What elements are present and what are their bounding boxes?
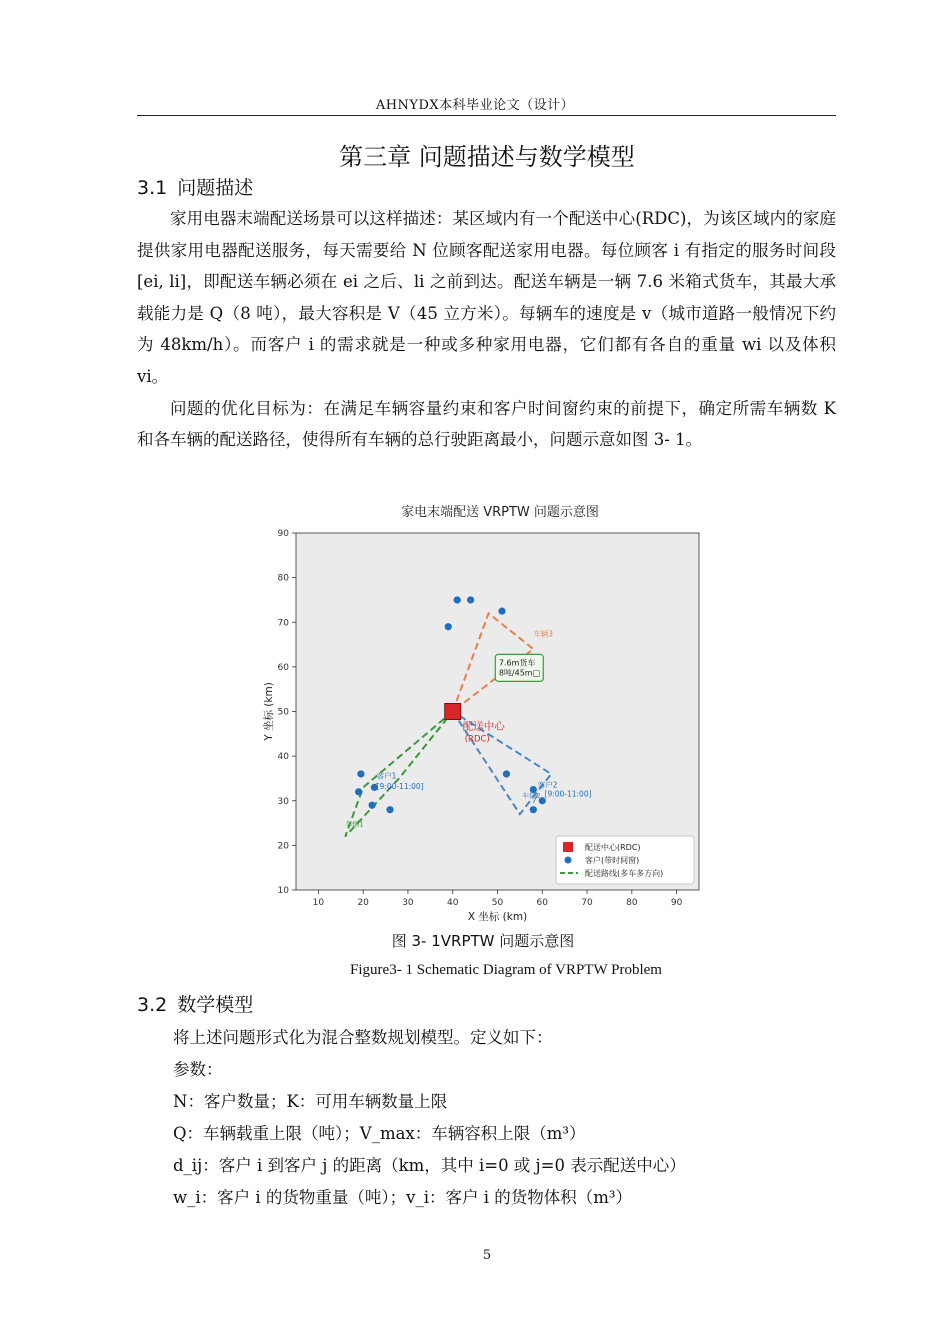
model-line: N：客户数量；K：可用车辆数量上限 <box>173 1092 448 1111</box>
header-rule <box>137 115 836 116</box>
model-line: 将上述问题形式化为混合整数规划模型。定义如下： <box>173 1028 553 1047</box>
vrptw-figure <box>250 496 700 926</box>
running-header: AHNYDX本科毕业论文（设计） <box>375 98 575 113</box>
paragraph: 家用电器末端配送场景可以这样描述：某区域内有一个配送中心(RDC)，为该区域内的家庭提供家用电器配送服务，每天需要给 N 位顾客配送家用电器。每位顾客 i 有指定的服务时间段[ei, li]，即配送车辆必须在 ei 之后、li 之前到达。配送车辆是一辆 7.6 米箱式货车，其最大承载能力是 Q（8 吨），最大容积是 V（45 立方米）。每辆车的速度是 v（城市道路一般情况下约为 48km/h）。而客户 i 的需求就是一种或多种家用电器，它们都有各自的重量 wi 以及体积 vi。 <box>137 209 836 386</box>
section-heading-3-2 <box>137 990 253 1017</box>
y-tick-label: 80 <box>277 573 289 584</box>
vehicle1-label: 车辆1 <box>345 820 364 829</box>
customer1-label: 客户1 <box>376 771 397 781</box>
depot-label-sub: (RDC) <box>464 734 490 745</box>
y-tick-label: 10 <box>277 886 289 896</box>
customer-point <box>357 770 364 777</box>
y-tick-label: 20 <box>277 841 289 852</box>
legend-label: 配送路线(多车多方向) <box>585 869 664 878</box>
customer-point <box>454 596 461 603</box>
customer2-window: [9:00-11:00] <box>544 789 592 799</box>
customer1-window: [9:00-11:00] <box>376 782 424 792</box>
y-tick-label: 90 <box>277 529 289 539</box>
truck-info-line1: 7.6m货车 <box>498 658 536 668</box>
y-tick-label: 50 <box>277 707 289 718</box>
customer-point <box>498 607 505 614</box>
model-line: 参数： <box>173 1060 223 1079</box>
vehicle2-label: 车辆2 <box>522 792 541 801</box>
customer2-label: 客户2 <box>537 780 558 790</box>
y-tick-label: 30 <box>277 796 289 807</box>
paragraph: 问题的优化目标为：在满足车辆容量约束和客户时间窗约束的前提下，确定所需车辆数 K 和各车辆的配送路径，使得所有车辆的总行驶距离最小，问题示意如图 3- 1。 <box>137 398 836 450</box>
x-tick-label: 30 <box>402 898 414 908</box>
x-tick-label: 10 <box>312 898 325 908</box>
chart-title: 家电末端配送 VRPTW 问题示意图 <box>401 505 599 520</box>
depot-label: 配送中心 <box>462 720 505 733</box>
page-number: 5 <box>482 1248 492 1263</box>
section-heading-3-1 <box>137 173 253 200</box>
legend-label: 配送中心(RDC) <box>585 843 641 852</box>
model-line: d_ij：客户 i 到客户 j 的距离（km，其中 i=0 或 j=0 表示配送中心） <box>173 1156 686 1175</box>
x-tick-label: 50 <box>491 898 504 908</box>
chapter-title: 第三章 问题描述与数学模型 <box>339 143 635 171</box>
customer-point <box>503 770 510 777</box>
section-number: 3.2 <box>137 994 168 1016</box>
depot-marker <box>445 704 461 720</box>
x-tick-label: 80 <box>626 898 638 908</box>
legend-label: 客户(带时间窗) <box>585 856 640 865</box>
x-tick-label: 40 <box>446 898 459 908</box>
customer-point <box>445 623 452 630</box>
customer-point <box>369 802 376 809</box>
customer-point <box>467 596 474 603</box>
section-title: 问题描述 <box>177 177 254 199</box>
model-line: w_i：客户 i 的货物重量（吨）；v_i：客户 i 的货物体积（m³） <box>173 1188 633 1207</box>
vehicle3-label: 车辆3 <box>533 629 554 639</box>
section-title: 数学模型 <box>177 994 254 1016</box>
x-tick-label: 70 <box>581 898 593 908</box>
y-axis-label: Y 坐标 (km) <box>263 682 275 741</box>
customer-point <box>530 806 537 813</box>
x-tick-label: 20 <box>357 898 369 908</box>
x-tick-label: 60 <box>536 898 549 908</box>
figure-caption-zh: 图 3- 1VRPTW 问题示意图 <box>391 932 575 950</box>
legend-circle-swatch <box>565 857 572 864</box>
y-tick-label: 60 <box>277 662 289 673</box>
figure-caption-en: Figure3- 1 Schematic Diagram of VRPTW Problem <box>350 962 662 978</box>
x-axis-label: X 坐标 (km) <box>467 911 528 923</box>
legend-square-swatch <box>563 842 573 852</box>
model-line: Q：车辆载重上限（吨）；V_max：车辆容积上限（m³） <box>173 1124 586 1143</box>
customer-point <box>386 806 393 813</box>
y-tick-label: 40 <box>277 752 289 763</box>
section-number: 3.1 <box>137 177 168 199</box>
truck-info-line2: 8吨/45m□ <box>498 668 541 678</box>
y-tick-label: 70 <box>277 618 289 629</box>
x-tick-label: 90 <box>670 898 683 908</box>
customer-point <box>355 788 362 795</box>
section-body-3-1 <box>137 203 836 456</box>
